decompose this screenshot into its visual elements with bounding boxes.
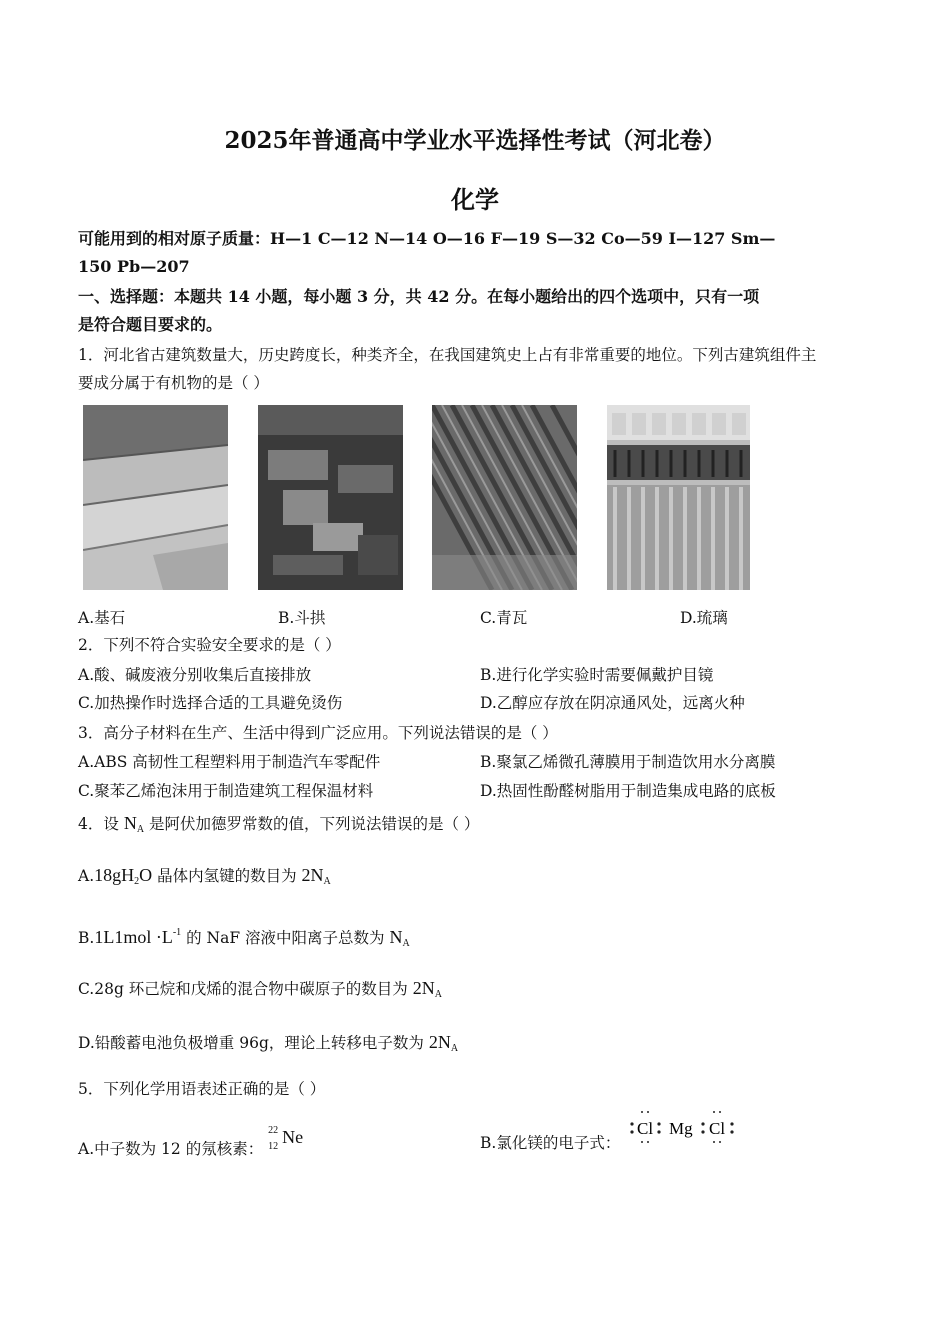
water-mass-formula: $18gH_2O$	[94, 865, 153, 887]
exam-title: 2025年普通高中学业水平选择性考试（河北卷）	[224, 127, 726, 154]
atomic-mass-line-1: 可能用到的相对原子质量：H—1 C—12 N—14 O—16 F—19 S—32 Co—59 I—127 Sm—	[78, 229, 776, 248]
q2-option-d: D.乙醇应存放在阴凉通风处，远离火种	[480, 694, 745, 712]
atomic-mass-line-2: 150 Pb—207	[78, 257, 190, 276]
q2-option-c: C.加热操作时选择合适的工具避免烫伤	[78, 694, 343, 712]
lewis-cl-left: Cl	[637, 1119, 654, 1138]
q4-stem-prefix: 4．设	[78, 815, 119, 833]
q4-option-a: $A.18gH_2O$ 晶体内氢键的数目为 $2N_A$	[78, 865, 331, 887]
q1-option-b: B.斗拱	[278, 609, 326, 627]
photo-grey-tiles	[432, 405, 577, 590]
value-2na-d: $2N_A$	[428, 1032, 459, 1054]
q1-stem-line-1: 1．河北省古建筑数量大，历史跨度长，种类齐全，在我国建筑史上占有非常重要的地位。下列古建筑组件主	[78, 346, 817, 364]
q2-option-b: B.进行化学实验时需要佩戴护目镜	[480, 666, 714, 684]
q3-option-d: D.热固性酚醛树脂用于制造集成电路的底板	[480, 782, 776, 800]
q3-option-a: A.ABS 高韧性工程塑料用于制造汽车零配件	[78, 753, 381, 771]
q4-option-c: C.28g 环己烷和戊烯的混合物中碳原子的数目为 $2N_A$	[78, 978, 442, 1000]
q1-option-c: C.青瓦	[480, 609, 528, 627]
section-heading-line-2: 是符合题目要求的。	[78, 315, 223, 334]
value-na-b: $N_A$	[389, 927, 410, 949]
q3-option-c: C.聚苯乙烯泡沫用于制造建筑工程保温材料	[78, 782, 374, 800]
photo-glazed-tiles	[607, 405, 750, 590]
section-heading-line-1: 一、选择题：本题共 14 小题，每小题 3 分，共 42 分。在每小题给出的四个选项中，只有一项	[78, 287, 760, 306]
q4-stem	[78, 812, 878, 841]
q4-option-b: $B.1L1mol \cdot L^{-1}$ 的 NaF 溶液中阳离子总数为 $N_A$	[78, 927, 410, 949]
q1-stem-line-2: 要成分属于有机物的是（ ）	[78, 374, 269, 392]
subject-title: 化学	[451, 185, 499, 214]
q5-stem: 5．下列化学用语表述正确的是（ ）	[78, 1080, 326, 1098]
value-2na-a: $2N_A$	[301, 865, 331, 887]
avogadro-symbol: $N_A$	[123, 813, 145, 835]
neon-nuclide: 22 12 Ne	[268, 1125, 304, 1152]
q1-option-a: A.基石	[78, 609, 126, 627]
q4-option-d: D.铅酸蓄电池负极增重 96g，理论上转移电子数为 $2N_A$	[78, 1032, 459, 1054]
photo-dougong	[258, 405, 403, 590]
q3-option-b: B.聚氯乙烯微孔薄膜用于制造饮用水分离膜	[480, 753, 776, 771]
q5-option-a: A.中子数为 12 的氖核素： 22 12 Ne	[78, 1132, 468, 1160]
concentration-formula: $1L1mol \cdot L^{-1}$	[94, 927, 182, 947]
q3-stem: 3．高分子材料在生产、生活中得到广泛应用。下列说法错误的是（ ）	[78, 724, 558, 742]
mgcl2-electron-formula	[628, 1108, 748, 1148]
lewis-mg: Mg	[669, 1119, 693, 1138]
q2-option-a: A.酸、碱废液分别收集后直接排放	[78, 666, 312, 684]
lewis-cl-right: Cl	[709, 1119, 726, 1138]
photo-foundation-stone	[83, 405, 228, 590]
q4-stem-suffix: 是阿伏加德罗常数的值，下列说法错误的是（ ）	[148, 815, 480, 833]
q2-stem: 2．下列不符合实验安全要求的是（ ）	[78, 636, 341, 654]
q1-option-d: D.琉璃	[680, 609, 728, 627]
q5-option-b: B.氯化镁的电子式：	[480, 1134, 621, 1152]
value-2na-c: $2N_A$	[412, 978, 442, 1000]
